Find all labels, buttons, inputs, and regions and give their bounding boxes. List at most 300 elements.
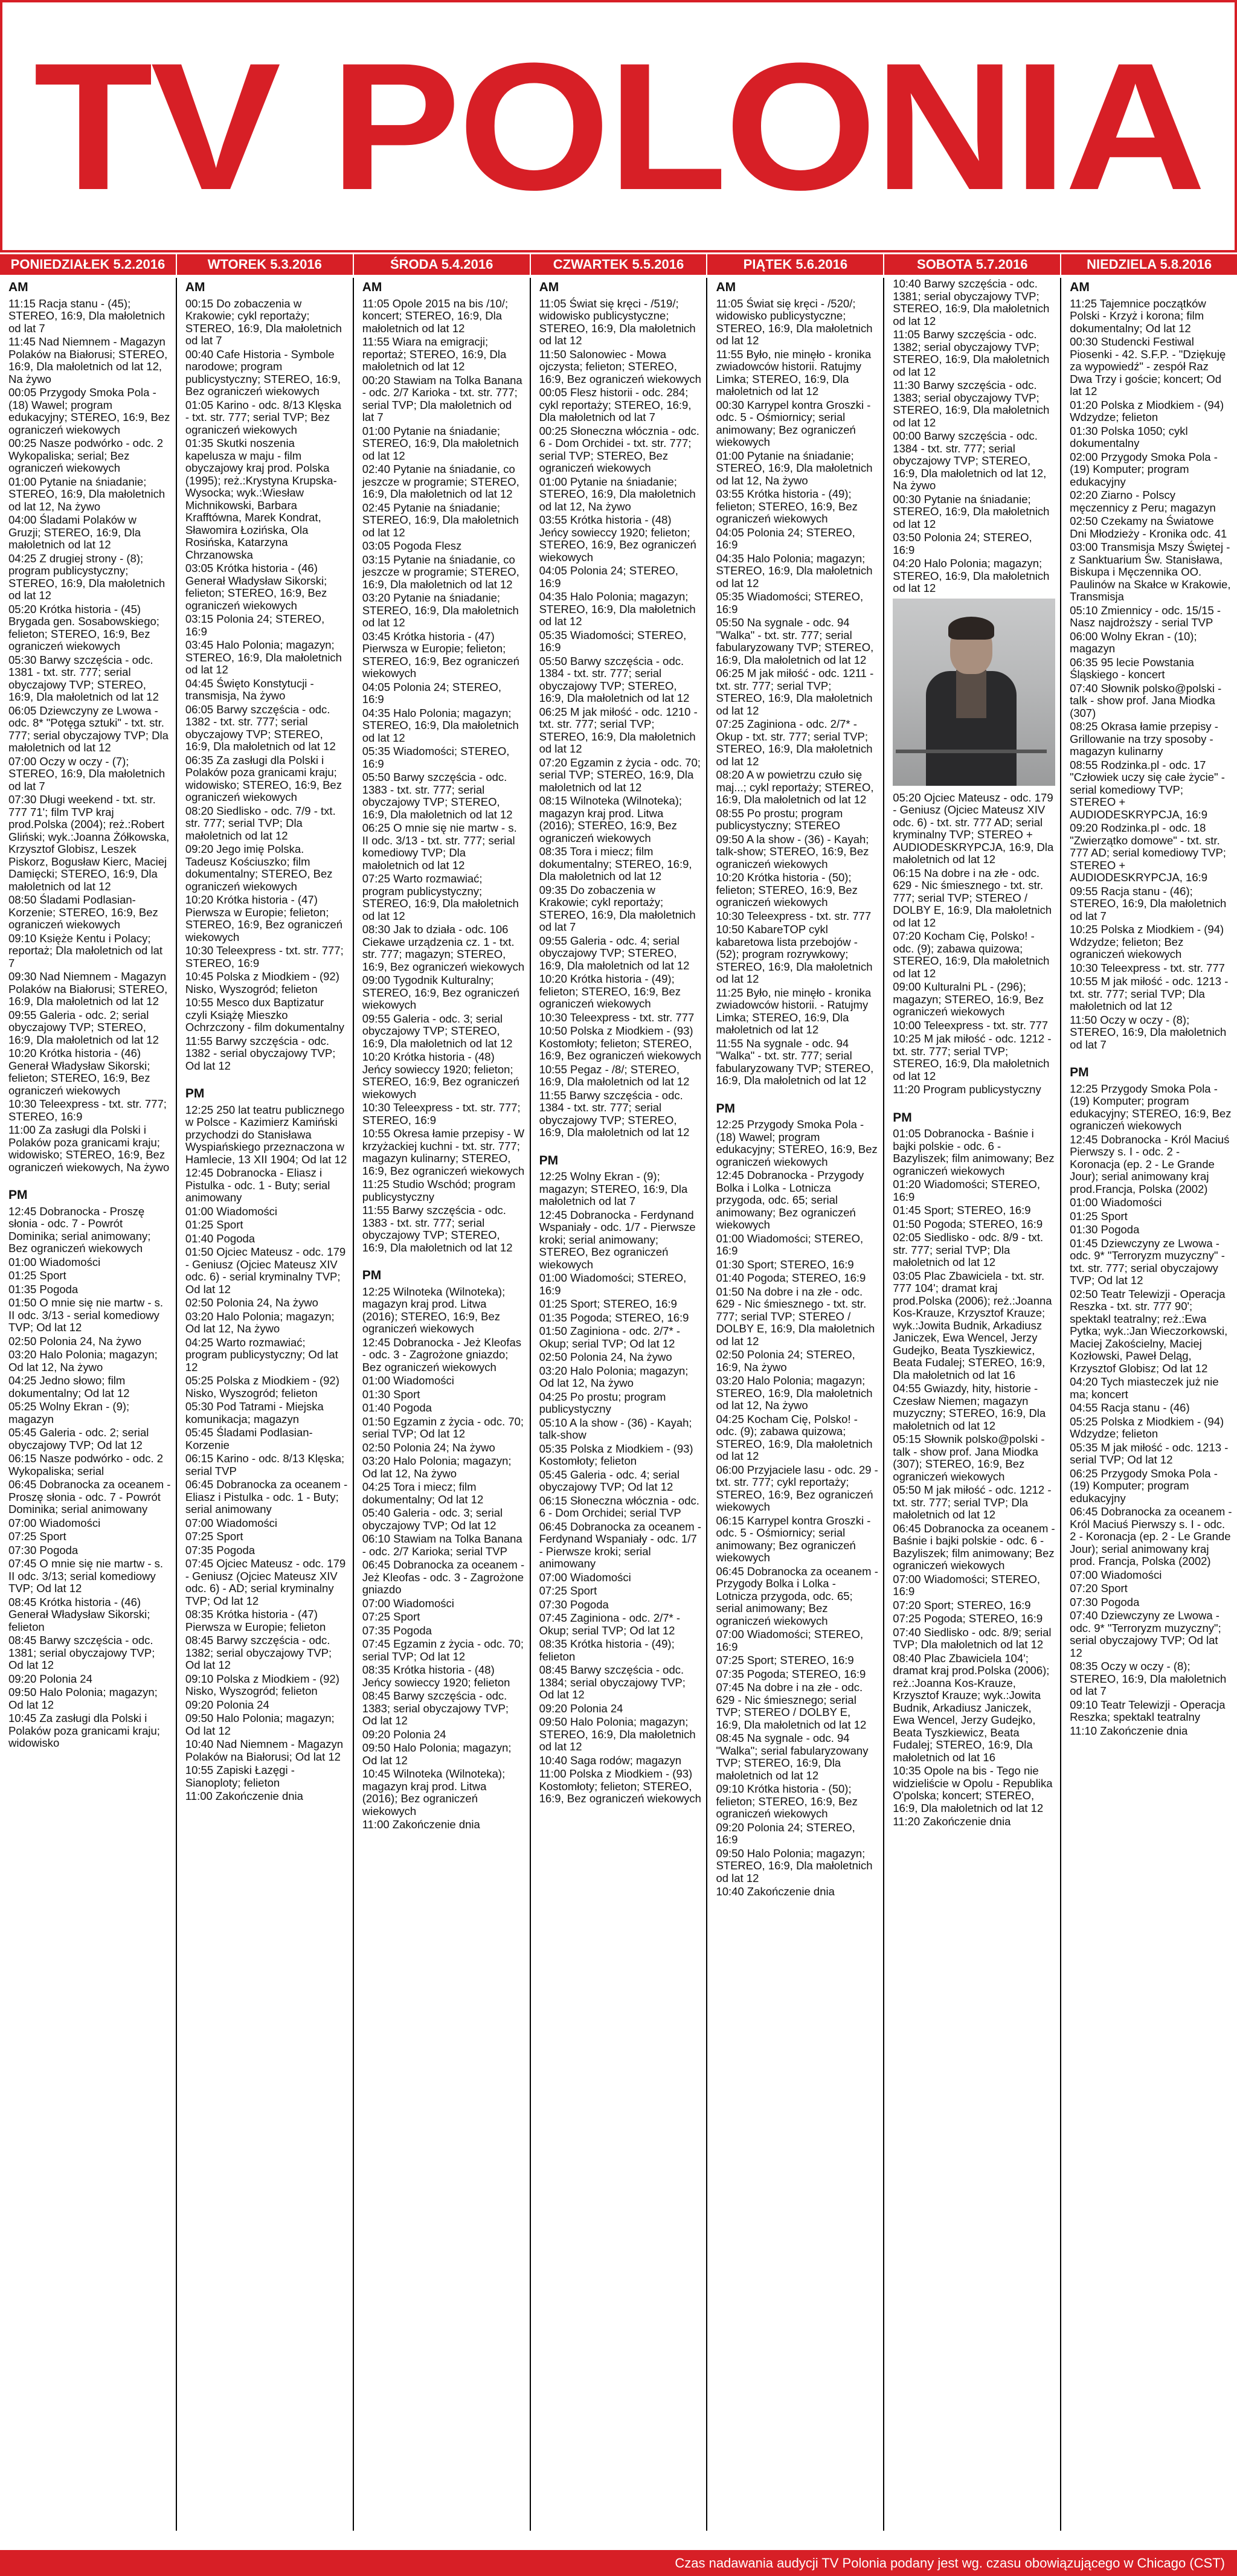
program-entry: 06:45 Dobranocka za oceanem - Eliasz i Pistulka - odc. 1 - Buty; serial animowany bbox=[185, 1478, 348, 1515]
program-entry: 05:45 Galeria - odc. 4; serial obyczajowy TVP; Od lat 12 bbox=[539, 1468, 680, 1493]
program-entry: 05:20 Ojciec Mateusz - odc. 179 - Geniusz (Ojciec Mateusz XIV odc. 6) - txt. str. 777 AD; serial kryminalny TVP; STEREO + AUDIODESKRYPCJA, 16:9, Dla małoletnich od lat 12 bbox=[893, 791, 1054, 866]
program-entry: 06:35 Za zasługi dla Polski i Polaków poza granicami kraju; widowisko; STEREO, 16:9, Bez ograniczeń wiekowych bbox=[185, 753, 342, 803]
program-entry: 09:55 Racja stanu - (46); STEREO, 16:9, Dla małoletnich od lat 7 bbox=[1070, 884, 1227, 922]
program-entry: 01:25 Sport; STEREO, 16:9 bbox=[539, 1297, 677, 1310]
program-entry: 10:40 Saga rodów; magazyn bbox=[539, 1753, 682, 1767]
program-entry: 02:50 Polonia 24, Na żywo bbox=[185, 1296, 318, 1309]
program-entry: 06:45 Dobranocka za oceanem - Proszę słonia - odc. 7 - Powrót Dominika; serial animowany bbox=[8, 1478, 171, 1515]
program-entry: 10:40 Nad Niemnem - Magazyn Polaków na Białorusi; Od lat 12 bbox=[185, 1738, 344, 1763]
program-entry: 09:30 Nad Niemnem - Magazyn Polaków na Białorusi; STEREO, 16:9, Dla małoletnich od lat 12 bbox=[8, 970, 168, 1007]
program-entry: 08:40 Plac Zbawiciela 104'; dramat kraj prod.Polska (2006); reż.:Joanna Kos-Krauze, Krzysztof Krauze; wyk.:Jowita Budnik, Arkadiusz Janiczek, Ewa Wencel, Jerzy Gudejko, Beata Tyszkiewicz, Beata Fudalej; STEREO, 16:9, Dla małoletnich od lat 16 bbox=[893, 1651, 1050, 1764]
program-entry: 07:00 Wiadomości bbox=[8, 1516, 101, 1529]
program-entry: 06:35 95 lecie Powstania Śląskiego - koncert bbox=[1070, 655, 1194, 681]
program-entry: 04:35 Halo Polonia; magazyn; STEREO, 16:9, Dla małoletnich od lat 12 bbox=[362, 706, 519, 744]
title-banner bbox=[0, 0, 1237, 252]
program-entry: 07:45 Ojciec Mateusz - odc. 179 - Geniusz (Ojciec Mateusz XIV odc. 6) - AD; serial kryminalny TVP; Od lat 12 bbox=[185, 1557, 346, 1607]
program-entry: 10:20 Krótka historia - (47) Pierwsza w Europie; felieton; STEREO, 16:9, Bez ograniczeń wiekowych bbox=[185, 893, 343, 943]
program-entry: 11:55 Wiara na emigracji; reportaż; STEREO, 16:9, Dla małoletnich od lat 12 bbox=[362, 335, 507, 373]
program-entry: 02:50 Polonia 24, Na żywo bbox=[8, 1334, 142, 1347]
program-entry: 01:35 Pogoda; STEREO, 16:9 bbox=[539, 1311, 689, 1324]
program-entry: 02:45 Pytanie na śniadanie; STEREO, 16:9, Dla małoletnich od lat 12 bbox=[362, 501, 519, 539]
program-entry: 03:20 Halo Polonia; magazyn; Od lat 12, Na żywo bbox=[539, 1364, 689, 1389]
day-header-2: ŚRODA 5.4.2016 bbox=[354, 254, 531, 275]
schedule-column-6 bbox=[1061, 278, 1237, 2531]
program-entry: 01:05 Dobranocka - Baśnie i bajki polskie - odc. 6 - Bazyliszek; film animowany; Bez ograniczeń wiekowych bbox=[893, 1127, 1055, 1177]
program-entry: 05:10 Zmiennicy - odc. 15/15 - Nasz najdroższy - serial TVP bbox=[1070, 603, 1221, 629]
program-entry: 04:25 Warto rozmawiać; program publicystyczny; Od lat 12 bbox=[185, 1335, 338, 1373]
program-entry: 01:35 Skutki noszenia kapelusza w maju - film obyczajowy kraj prod. Polska (1995); reż.:Krystyna Krupska-Wysocka; wyk.:Wiesław Michnikowski, Barbara Krafftówna, Marek Kondrat, Sławomira Łozińska, Ola Rosińska, Katarzyna Chrzanowska bbox=[185, 437, 337, 561]
program-entry: 11:55 Było, nie minęło - kronika zwiadowców historii. Ratujmy Limka; STEREO, 16:9, Dla małoletnich od lat 12 bbox=[716, 347, 872, 397]
program-entry: 01:50 Zaginiona - odc. 2/7* - Okup; serial TVP; Od lat 12 bbox=[539, 1325, 681, 1350]
program-entry: 03:20 Halo Polonia; magazyn; STEREO, 16:9, Dla małoletnich od lat 12, Na żywo bbox=[716, 1374, 873, 1412]
program-entry: 07:20 Kocham Cię, Polsko! - odc. (9); zabawa quizowa; STEREO, 16:9, Dla małoletnich od lat 12 bbox=[893, 930, 1050, 980]
program-entry: 01:00 Wiadomości bbox=[8, 1255, 101, 1268]
program-entry: 09:00 Tygodnik Kulturalny; STEREO, 16:9, Bez ograniczeń wiekowych bbox=[362, 974, 519, 1011]
program-entry: 10:45 Za zasługi dla Polski i Polaków poza granicami kraju; widowisko bbox=[8, 1712, 160, 1749]
program-entry: 07:25 Warto rozmawiać; program publicystyczny; STEREO, 16:9, Dla małoletnich od lat 12 bbox=[362, 872, 519, 922]
program-entry: 07:00 Wiadomości bbox=[362, 1596, 454, 1610]
program-entry: 12:45 Dobranocka - Jeż Kleofas - odc. 3 - Zagrożone gniazdo; Bez ograniczeń wiekowych bbox=[362, 1335, 521, 1373]
program-entry: 06:25 Przygody Smoka Pola - (19) Komputer; program edukacyjny bbox=[1070, 1466, 1218, 1505]
program-entry: 09:55 Galeria - odc. 2; serial obyczajowy TVP; STEREO, 16:9, Dla małoletnich od lat 12 bbox=[8, 1008, 159, 1046]
program-entry: 03:20 Halo Polonia; magazyn; Od lat 12, Na żywo bbox=[185, 1309, 335, 1335]
program-entry: 10:45 Wilnoteka (Wilnoteka); magazyn kraj prod. Litwa (2016); Bez ograniczeń wiekowych bbox=[362, 1767, 506, 1817]
program-entry: 07:25 Sport bbox=[539, 1584, 597, 1597]
program-entry: 08:35 Krótka historia - (49); felieton bbox=[539, 1637, 675, 1663]
program-entry: 07:35 Pogoda; STEREO, 16:9 bbox=[716, 1667, 866, 1680]
program-entry: 09:20 Jego imię Polska. Tadeusz Kościuszko; film dokumentalny; STEREO, Bez ograniczeń wiekowych bbox=[185, 843, 333, 893]
program-entry: 11:25 Było, nie minęło - kronika zwiadowców historii. - Ratujmy Limka; STEREO, 16:9, Dla małoletnich od lat 12 bbox=[716, 986, 872, 1036]
pm-section-heading: PM bbox=[893, 1110, 912, 1125]
program-entry: 03:00 Transmisja Mszy Świętej - z Sanktuarium Św. Stanisława, Biskupa i Męczennika OO. Paulinów na Skałce w Krakowie, Transmisja bbox=[1070, 541, 1231, 603]
program-entry: 01:00 Pytanie na śniadanie; STEREO, 16:9, Dla małoletnich od lat 12, Na żywo bbox=[716, 449, 873, 487]
schedule-column-5 bbox=[884, 278, 1061, 2531]
program-entry: 10:20 Krótka historia - (49); felieton; STEREO, 16:9, Bez ograniczeń wiekowych bbox=[539, 972, 681, 1010]
program-entry: 06:45 Dobranocka za oceanem - Król Maciuś Pierwszy s. I - odc. 2 - Koronacja (ep. 2 - Le Grande Jour); serial animowany kraj prod. Francja, Polska (2002) bbox=[1070, 1505, 1232, 1567]
program-entry: 02:20 Ziarno - Polscy męczennicy z Peru; magazyn bbox=[1070, 489, 1216, 514]
program-entry: 07:20 Egzamin z życia - odc. 70; serial TVP; STEREO, 16:9, Dla małoletnich od lat 12 bbox=[539, 756, 701, 794]
pm-section-heading: PM bbox=[716, 1101, 735, 1116]
program-entry: 07:00 Wiadomości bbox=[185, 1516, 278, 1529]
program-entry: 10:45 Polska z Miodkiem - (92) Nisko, Wyszogród; felieton bbox=[185, 970, 339, 995]
program-entry: 01:40 Pogoda bbox=[362, 1401, 432, 1414]
program-entry: 06:15 Słoneczna włócznia - odc. 6 - Dom Orchidei; serial TVP bbox=[539, 1494, 699, 1519]
program-entry: 08:45 Barwy szczęścia - odc. 1382; serial obyczajowy TVP; Od lat 12 bbox=[185, 1634, 332, 1671]
program-entry: 03:20 Halo Polonia; magazyn; Od lat 12, Na żywo bbox=[8, 1348, 158, 1373]
schedule-column-3 bbox=[531, 278, 708, 2531]
program-entry: 11:00 Zakończenie dnia bbox=[362, 1818, 480, 1831]
program-entry: 08:45 Barwy szczęścia - odc. 1384; serial obyczajowy TVP; Od lat 12 bbox=[539, 1663, 686, 1701]
program-entry: 05:40 Galeria - odc. 3; serial obyczajowy TVP; Od lat 12 bbox=[362, 1506, 503, 1532]
program-entry: 01:40 Pogoda; STEREO, 16:9 bbox=[716, 1271, 866, 1284]
program-entry: 11:45 Nad Niemnem - Magazyn Polaków na Białorusi; STEREO, 16:9, Dla małoletnich od lat 12, Na żywo bbox=[8, 335, 168, 385]
day-header-row bbox=[0, 252, 1237, 275]
program-entry: 02:50 Czekamy na Światowe Dni Młodzieży - Kronika odc. 41 bbox=[1070, 515, 1227, 540]
program-entry: 06:15 Karrypel kontra Groszki - odc. 5 - Ośmiornicy; serial animowany; Bez ograniczeń wiekowych bbox=[716, 1514, 871, 1564]
schedule-grid bbox=[0, 278, 1237, 2531]
program-entry: 08:35 Tora i miecz; film dokumentalny; STEREO, 16:9, Dla małoletnich od lat 12 bbox=[539, 845, 692, 882]
am-section-heading: AM bbox=[539, 280, 559, 294]
program-entry: 10:55 Pegaz - /8/; STEREO, 16:9, Dla małoletnich od lat 12 bbox=[539, 1062, 690, 1088]
program-entry: 09:50 A la show - (36) - Kayah; talk-show; STEREO, 16:9, Bez ograniczeń wiekowych bbox=[716, 832, 869, 870]
program-entry: 04:45 Święto Konstytucji - transmisja, Na żywo bbox=[185, 676, 314, 702]
program-entry: 09:10 Krótka historia - (50); felieton; STEREO, 16:9, Bez ograniczeń wiekowych bbox=[716, 1782, 858, 1820]
program-entry: 04:25 Po prostu; program publicystyczny bbox=[539, 1390, 666, 1415]
program-entry: 00:20 Stawiam na Tolka Banana - odc. 2/7 Karioka - txt. str. 777; serial TVP; Dla małoletnich od lat 7 bbox=[362, 373, 522, 423]
program-entry: 07:25 Sport bbox=[185, 1530, 243, 1543]
program-entry: 05:25 Polska z Miodkiem - (94) Wdzydze; felieton bbox=[1070, 1415, 1224, 1440]
program-entry: 03:50 Polonia 24; STEREO, 16:9 bbox=[893, 531, 1032, 556]
program-entry: 07:40 Siedlisko - odc. 8/9; serial TVP; Dla małoletnich od lat 12 bbox=[893, 1625, 1052, 1651]
program-entry: 07:45 Na dobre i na złe - odc. 629 - Nic śmiesznego; serial TVP; STEREO / DOLBY E, 16:9, Dla małoletnich od lat 12 bbox=[716, 1681, 867, 1731]
program-entry: 05:45 Śladami Podlasian-Korzenie bbox=[185, 1426, 313, 1451]
program-entry: 07:25 Sport bbox=[8, 1530, 66, 1543]
pm-section-heading: PM bbox=[362, 1268, 382, 1282]
program-entry: 09:20 Polonia 24; STEREO, 16:9 bbox=[716, 1820, 855, 1846]
program-entry: 04:20 Halo Polonia; magazyn; STEREO, 16:9, Dla małoletnich od lat 12 bbox=[893, 557, 1050, 594]
program-entry: 07:25 Sport bbox=[362, 1610, 420, 1623]
program-entry: 11:55 Barwy szczęścia - odc. 1384 - txt. str. 777; serial obyczajowy TVP; STEREO, 16:9, Dla małoletnich od lat 12 bbox=[539, 1088, 690, 1139]
program-entry: 08:45 Barwy szczęścia - odc. 1381; serial obyczajowy TVP; Od lat 12 bbox=[8, 1634, 155, 1671]
program-entry: 03:05 Pogoda Flesz bbox=[362, 539, 462, 552]
footer-bar bbox=[0, 2550, 1237, 2576]
program-entry: 01:30 Pogoda bbox=[1070, 1223, 1140, 1236]
program-entry: 11:25 Tajemnice początków Polski - Krzyż i korona; film dokumentalny; Od lat 12 bbox=[1070, 297, 1206, 335]
program-entry: 02:50 Polonia 24, Na żywo bbox=[539, 1351, 672, 1363]
pm-section-heading: PM bbox=[185, 1087, 205, 1100]
program-entry: 01:25 Sport bbox=[8, 1269, 66, 1282]
program-entry: 01:20 Wiadomości; STEREO, 16:9 bbox=[893, 1178, 1040, 1203]
program-entry: 01:00 Wiadomości bbox=[362, 1374, 454, 1387]
program-entry: 01:30 Polska 1050; cykl dokumentalny bbox=[1070, 424, 1188, 449]
program-entry: 03:05 Plac Zbawiciela - txt. str. 777 104'; dramat kraj prod.Polska (2006); reż.:Joanna Kos-Krauze, Krzysztof Krauze; wyk.:Jowita Budnik, Arkadiusz Janiczek, Ewa Wencel, Jerzy Gudejko, Beata Tyszkiewicz, Beata Fudalej; STEREO, 16:9, Dla małoletnich od lat 16 bbox=[893, 1269, 1052, 1381]
program-entry: 04:00 Śladami Polaków w Gruzji; STEREO, 16:9, Dla małoletnich od lat 12 bbox=[8, 513, 141, 551]
program-entry: 07:25 Sport; STEREO, 16:9 bbox=[716, 1654, 854, 1666]
program-entry: 08:50 Śladami Podlasian-Korzenie; STEREO, 16:9, Bez ograniczeń wiekowych bbox=[8, 893, 158, 931]
program-entry: 07:30 Pogoda bbox=[539, 1598, 609, 1611]
program-entry: 10:50 KabareTOP cykl kabaretowa lista przebojów - (52); program rozrywkowy; STEREO, 16:9, Dla małoletnich od lat 12 bbox=[716, 923, 873, 985]
program-entry: 10:30 Teleexpress - txt. str. 777; STEREO, 16:9 bbox=[362, 1101, 521, 1126]
program-entry: 05:50 M jak miłość - odc. 1212 - txt. str. 777; serial TVP; Dla małoletnich od lat 12 bbox=[893, 1483, 1052, 1521]
program-entry: 02:40 Pytanie na śniadanie, co jeszcze w programie; STEREO, 16:9, Dla małoletnich od lat 12 bbox=[362, 463, 519, 500]
program-entry: 01:40 Pogoda bbox=[185, 1232, 255, 1245]
program-entry: 00:25 Nasze podwórko - odc. 2 Wykopaliska; serial; Bez ograniczeń wiekowych bbox=[8, 437, 164, 474]
program-entry: 09:20 Polonia 24 bbox=[185, 1698, 269, 1711]
program-entry: 11:00 Polska z Miodkiem - (93) Kostomłoty; felieton; STEREO, 16:9, Bez ograniczeń wiekowych bbox=[539, 1767, 701, 1805]
program-entry: 01:00 Pytanie na śniadanie; STEREO, 16:9, Dla małoletnich od lat 12, Na żywo bbox=[8, 475, 165, 513]
program-entry: 07:45 Egzamin z życia - odc. 70; serial TVP; Od lat 12 bbox=[362, 1637, 524, 1663]
program-entry: 01:00 Wiadomości; STEREO, 16:9 bbox=[539, 1271, 687, 1297]
program-entry: 04:35 Halo Polonia; magazyn; STEREO, 16:9, Dla małoletnich od lat 12 bbox=[539, 590, 696, 628]
program-entry: 12:25 250 lat teatru publicznego w Polsce - Kazimierz Kamiński przychodzi do Stanisława Wyspiańskiego przeznaczona w Hamlecie, 13 XII 1904; Od lat 12 bbox=[185, 1103, 347, 1166]
program-entry: 10:35 Opole na bis - Tego nie widzieliście w Opolu - Republika O'polska; koncert; STEREO, 16:9, Dla małoletnich od lat 12 bbox=[893, 1764, 1053, 1814]
program-entry: 00:30 Pytanie na śniadanie; STEREO, 16:9, Dla małoletnich od lat 12 bbox=[893, 492, 1050, 530]
program-entry: 10:50 Polska z Miodkiem - (93) Kostomłoty; felieton; STEREO, 16:9, Bez ograniczeń wiekowych bbox=[539, 1024, 701, 1062]
program-entry: 06:15 Karino - odc. 8/13 Klęska; serial TVP bbox=[185, 1452, 345, 1477]
program-entry: 12:45 Dobranocka - Ferdynand Wspaniały - odc. 1/7 - Pierwsze kroki; serial animowany; STEREO, Bez ograniczeń wiekowych bbox=[539, 1208, 696, 1271]
program-entry: 02:05 Siedlisko - odc. 8/9 - txt. str. 777; serial TVP; Dla małoletnich od lat 12 bbox=[893, 1231, 1044, 1268]
program-entry: 07:00 Wiadomości bbox=[539, 1570, 631, 1584]
program-entry: 06:25 M jak miłość - odc. 1211 - txt. str. 777; serial TVP; STEREO, 16:9, Dla małoletnich od lat 12 bbox=[716, 667, 874, 717]
program-entry: 07:25 Pogoda; STEREO, 16:9 bbox=[893, 1612, 1043, 1625]
program-entry: 01:50 Ojciec Mateusz - odc. 179 - Geniusz (Ojciec Mateusz XIV odc. 6) - serial kryminalny TVP; Od lat 12 bbox=[185, 1245, 346, 1296]
program-entry: 08:35 Krótka historia - (47) Pierwsza w Europie; felieton bbox=[185, 1608, 326, 1633]
day-header-1: WTOREK 5.3.2016 bbox=[177, 254, 354, 275]
program-entry: 06:25 O mnie się nie martw - s. II odc. 3/13 - txt. str. 777; serial komediowy TVP; Dla małoletnich od lat 12 bbox=[362, 821, 517, 872]
program-entry: 11:55 Barwy szczęścia - odc. 1382 - serial obyczajowy TVP; Od lat 12 bbox=[185, 1034, 336, 1072]
program-entry: 10:30 Teleexpress - txt. str. 777 bbox=[1070, 961, 1225, 974]
program-entry: 10:55 M jak miłość - odc. 1213 - txt. str. 777; serial TVP; Dla małoletnich od lat 12 bbox=[1070, 975, 1229, 1012]
program-entry: 11:00 Za zasługi dla Polski i Polaków poza granicami kraju; widowisko; STEREO, 16:9, Bez ograniczeń wiekowych, Na żywo bbox=[8, 1123, 170, 1174]
program-entry: 05:50 Barwy szczęścia - odc. 1383 - txt. str. 777; serial obyczajowy TVP; STEREO, 16:9, Dla małoletnich od lat 12 bbox=[362, 771, 513, 821]
program-entry: 01:25 Sport bbox=[185, 1218, 243, 1231]
program-entry: 11:50 Salonowiec - Mowa ojczysta; felieton; STEREO, 16:9, Bez ograniczeń wiekowych bbox=[539, 347, 701, 385]
program-entry: 02:50 Teatr Telewizji - Operacja Reszka - txt. str. 777 90'; spektakl teatralny; reż.:Ewa Pytka; wyk.:Jan Wieczorkowski, Maciej Zakościelny, Maciej Kozłowski, Paweł Deląg, Krzysztof Globisz; Od lat 12 bbox=[1070, 1287, 1228, 1375]
program-entry: 03:20 Pytanie na śniadanie; STEREO, 16:9, Dla małoletnich od lat 12 bbox=[362, 591, 519, 629]
program-entry: 08:55 Rodzinka.pl - odc. 17 "Człowiek uczy się całe życie" - serial komediowy TVP; STEREO + AUDIODESKRYPCJA, 16:9 bbox=[1070, 758, 1225, 821]
program-entry: 10:55 Okresa łamie przepisy - W krzyżackiej kuchni - txt. str. 777; magazyn kulinarny; STEREO, 16:9, Bez ograniczeń wiekowych bbox=[362, 1127, 525, 1177]
program-entry: 05:35 M jak miłość - odc. 1213 - serial TVP; Od lat 12 bbox=[1070, 1441, 1229, 1466]
program-entry: 03:45 Krótka historia - (47) Pierwsza w Europie; felieton; STEREO, 16:9, Bez ograniczeń wiekowych bbox=[362, 629, 519, 679]
program-entry: 05:50 Na sygnale - odc. 94 "Walka" - txt. str. 777; serial fabularyzowany TVP; STEREO, 16:9, Dla małoletnich od lat 12 bbox=[716, 616, 874, 666]
program-entry: 04:25 Tora i miecz; film dokumentalny; Od lat 12 bbox=[362, 1480, 484, 1506]
program-entry: 07:45 O mnie się nie martw - s. II odc. 3/13; serial komediowy TVP; Od lat 12 bbox=[8, 1557, 164, 1595]
program-entry: 12:45 Dobranocka - Eliasz i Pistulka - odc. 1 - Buty; serial animowany bbox=[185, 1166, 330, 1204]
program-entry: 10:25 Polska z Miodkiem - (94) Wdzydze; felieton; Bez ograniczeń wiekowych bbox=[1070, 923, 1224, 960]
program-entry: 05:20 Krótka historia - (45) Brygada gen. Sosabowskiego; felieton; STEREO, 16:9, Bez ograniczeń wiekowych bbox=[8, 602, 159, 652]
program-entry: 00:05 Flesz historii - odc. 284; cykl reportaży; STEREO, 16:9, Dla małoletnich od lat 7 bbox=[539, 386, 692, 423]
program-entry: 04:05 Polonia 24; STEREO, 16:9 bbox=[362, 680, 502, 705]
program-entry: 06:45 Dobranocka za oceanem - Ferdynand Wspaniały - odc. 1/7 - Pierwsze kroki; serial animowany bbox=[539, 1520, 701, 1570]
program-entry: 05:35 Polska z Miodkiem - (93) Kostomłoty; felieton bbox=[539, 1442, 693, 1467]
program-entry: 10:40 Zakończenie dnia bbox=[716, 1885, 835, 1898]
program-entry: 08:35 Oczy w oczy - (8); STEREO, 16:9, Dla małoletnich od lat 7 bbox=[1070, 1660, 1227, 1697]
program-entry: 06:10 Stawiam na Tolka Banana - odc. 2/7 Karioka; serial TVP bbox=[362, 1532, 522, 1558]
program-entry: 12:25 Wilnoteka (Wilnoteka); magazyn kraj prod. Litwa (2016); STEREO, 16:9, Bez ograniczeń wiekowych bbox=[362, 1285, 506, 1335]
program-entry: 03:20 Halo Polonia; magazyn; Od lat 12, Na żywo bbox=[362, 1454, 512, 1480]
program-entry: 12:25 Przygody Smoka Pola - (18) Wawel; program edukacyjny; STEREO, 16:9, Bez ograniczeń wiekowych bbox=[716, 1118, 878, 1168]
program-entry: 05:50 Barwy szczęścia - odc. 1384 - txt. str. 777; serial obyczajowy TVP; STEREO, 16:9, Dla małoletnich od lat 12 bbox=[539, 654, 690, 704]
program-entry: 07:40 Słownik polsko@polski - talk - show prof. Jana Miodka (307) bbox=[1070, 681, 1222, 719]
program-entry: 08:15 Wilnoteka (Wilnoteka); magazyn kraj prod. Litwa (2016); STEREO, 16:9, Bez ograniczeń wiekowych bbox=[539, 794, 683, 844]
program-entry: 09:20 Polonia 24 bbox=[362, 1727, 446, 1741]
program-entry: 07:00 Wiadomości; STEREO, 16:9 bbox=[716, 1628, 864, 1653]
program-entry: 09:00 Kulturalni PL - (296); magazyn; STEREO, 16:9, Bez ograniczeń wiekowych bbox=[893, 980, 1044, 1018]
program-entry: 05:35 Wiadomości; STEREO, 16:9 bbox=[716, 590, 864, 615]
program-entry: 06:05 Barwy szczęścia - odc. 1382 - txt. str. 777; serial obyczajowy TVP; STEREO, 16:9, Dla małoletnich od lat 12 bbox=[185, 702, 336, 753]
program-entry: 10:00 Teleexpress - txt. str. 777 bbox=[893, 1018, 1049, 1032]
program-entry: 04:25 Z drugiej strony - (8); program publicystyczny; STEREO, 16:9, Dla małoletnich od lat 12 bbox=[8, 551, 165, 602]
program-entry: 07:30 Pogoda bbox=[8, 1543, 79, 1556]
program-entry: 03:15 Pytanie na śniadanie, co jeszcze w programie; STEREO, 16:9, Dla małoletnich od lat 12 bbox=[362, 553, 519, 591]
day-header-3: CZWARTEK 5.5.2016 bbox=[531, 254, 708, 275]
program-entry: 01:00 Wiadomości; STEREO, 16:9 bbox=[716, 1232, 864, 1257]
program-entry: 12:45 Dobranocka - Król Maciuś Pierwszy s. I - odc. 2 - Koronacja (ep. 2 - Le Grande Jour); serial animowany kraj prod.Francja, Polska (2002) bbox=[1070, 1132, 1230, 1195]
program-entry: 01:35 Pogoda bbox=[8, 1282, 79, 1296]
program-entry: 00:05 Przygody Smoka Pola - (18) Wawel; program edukacyjny; STEREO, 16:9, Bez ograniczeń wiekowych bbox=[8, 386, 170, 436]
program-entry: 01:45 Dziewczyny ze Lwowa - odc. 9* "Terroryzm muzyczny" - txt. str. 777; serial obyczajowy TVP; Od lat 12 bbox=[1070, 1236, 1225, 1286]
program-entry: 03:05 Krótka historia - (46) Generał Władysław Sikorski; felieton; STEREO, 16:9, Bez ograniczeń wiekowych bbox=[185, 562, 327, 612]
program-entry: 12:45 Dobranocka - Proszę słonia - odc. 7 - Powrót Dominika; serial animowany; Bez ograniczeń wiekowych bbox=[8, 1204, 151, 1254]
program-entry: 10:30 Teleexpress - txt. str. 777 bbox=[539, 1010, 695, 1024]
program-entry: 08:20 Siedlisko - odc. 7/9 - txt. str. 777; serial TVP; Dla małoletnich od lat 12 bbox=[185, 804, 336, 842]
program-entry: 08:20 A w powietrzu czuło się maj...; cykl reportaży; STEREO, 16:9, Dla małoletnich od lat 12 bbox=[716, 768, 874, 806]
program-entry: 11:20 Program publicystyczny bbox=[893, 1083, 1041, 1096]
page-title: TV POLONIA bbox=[33, 25, 1204, 228]
program-entry: 01:50 Na dobre i na złe - odc. 629 - Nic śmiesznego - txt. str. 777; serial TVP; STEREO / DOLBY E, 16:9, Dla małoletnich od lat 12 bbox=[716, 1285, 875, 1347]
program-entry: 11:55 Barwy szczęścia - odc. 1383 - txt. str. 777; serial obyczajowy TVP; STEREO, 16:9, Dla małoletnich od lat 12 bbox=[362, 1204, 513, 1254]
program-entry: 08:25 Okrasa łamie przepisy - Grillowanie na trzy sposoby - magazyn kulinarny bbox=[1070, 720, 1218, 757]
program-entry: 08:30 Jak to działa - odc. 106 Ciekawe urządzenia cz. 1 - txt. str. 777; magazyn; STEREO, 16:9, Bez ograniczeń wiekowych bbox=[362, 923, 525, 973]
program-entry: 07:30 Długi weekend - txt. str. 777 71'; film TVP kraj prod.Polska (2004); reż.:Robert Gliński; wyk.:Joanna Żółkowska, Krzysztof Globisz, Leszek Piskorz, Bogusław Kierc, Maciej Damięcki; STEREO, 16:9, Dla małoletnich od lat 12 bbox=[8, 793, 170, 893]
program-entry: 10:25 M jak miłość - odc. 1212 - txt. str. 777; serial TVP; STEREO, 16:9, Dla małoletnich od lat 12 bbox=[893, 1032, 1052, 1082]
program-entry: 05:25 Wolny Ekran - (9); magazyn bbox=[8, 1400, 130, 1425]
program-entry: 06:45 Dobranocka za oceanem - Jeż Kleofas - odc. 3 - Zagrożone gniazdo bbox=[362, 1558, 525, 1596]
program-entry: 04:25 Jedno słowo; film dokumentalny; Od lat 12 bbox=[8, 1374, 130, 1399]
program-entry: 10:40 Barwy szczęścia - odc. 1381; serial obyczajowy TVP; STEREO, 16:9, Dla małoletnich od lat 12 bbox=[893, 278, 1050, 327]
program-entry: 04:20 Tych miasteczek już nie ma; koncert bbox=[1070, 1375, 1219, 1401]
program-entry: 06:45 Dobranocka za oceanem - Baśnie i bajki polskie - odc. 6 - Bazyliszek; film animowany; Bez ograniczeń wiekowych bbox=[893, 1521, 1055, 1572]
program-entry: 11:15 Racja stanu - (45); STEREO, 16:9, Dla małoletnich od lat 7 bbox=[8, 297, 165, 335]
program-entry: 06:05 Dziewczyny ze Lwowa - odc. 8* "Potęga sztuki" - txt. str. 777; serial obyczajowy TVP; Dla małoletnich od lat 12 bbox=[8, 704, 169, 754]
program-entry: 09:10 Księże Kentu i Polacy; reportaż; Dla małoletnich od lat 7 bbox=[8, 931, 163, 969]
program-entry: 11:10 Zakończenie dnia bbox=[1070, 1724, 1188, 1737]
program-entry: 09:55 Galeria - odc. 4; serial obyczajowy TVP; STEREO, 16:9, Dla małoletnich od lat 12 bbox=[539, 934, 690, 972]
program-entry: 01:00 Wiadomości bbox=[1070, 1196, 1162, 1209]
program-entry: 10:20 Krótka historia - (48) Jeńcy sowieccy 1920; felieton; STEREO, 16:9, Bez ograniczeń wiekowych bbox=[362, 1050, 519, 1100]
program-entry: 05:15 Słownik polsko@polski - talk - show prof. Jana Miodka (307); STEREO, 16:9, Bez ograniczeń wiekowych bbox=[893, 1433, 1045, 1483]
program-entry: 09:20 Polonia 24 bbox=[8, 1672, 92, 1685]
program-entry: 00:30 Karrypel kontra Groszki - odc. 5 - Ośmiornicy; serial animowany; Bez ograniczeń wiekowych bbox=[716, 398, 871, 448]
program-entry: 01:30 Sport bbox=[362, 1387, 420, 1401]
program-entry: 00:40 Cafe Historia - Symbole narodowe; program publicystyczny; STEREO, 16:9, Bez ograniczeń wiekowych bbox=[185, 347, 341, 397]
pm-section-heading: PM bbox=[8, 1188, 28, 1202]
program-entry: 07:35 Pogoda bbox=[185, 1543, 255, 1556]
program-entry: 10:30 Teleexpress - txt. str. 777; STEREO, 16:9 bbox=[185, 944, 344, 969]
program-entry: 01:25 Sport bbox=[1070, 1209, 1128, 1222]
program-entry: 09:50 Halo Polonia; magazyn; Od lat 12 bbox=[185, 1712, 335, 1737]
schedule-column-0 bbox=[0, 278, 177, 2531]
program-entry: 05:35 Wiadomości; STEREO, 16:9 bbox=[539, 628, 687, 654]
program-entry: 06:00 Przyjaciele lasu - odc. 29 - txt. str. 777; cykl reportaży; STEREO, 16:9, Bez ograniczeń wiekowych bbox=[716, 1463, 878, 1513]
program-entry: 07:25 Zaginiona - odc. 2/7* - Okup - txt. str. 777; serial TVP; STEREO, 16:9, Dla małoletnich od lat 12 bbox=[716, 718, 873, 768]
program-entry: 05:10 A la show - (36) - Kayah; talk-show bbox=[539, 1416, 692, 1441]
program-entry: 09:50 Halo Polonia; magazyn; STEREO, 16:9, Dla małoletnich od lat 12 bbox=[716, 1846, 873, 1884]
program-entry: 01:05 Karino - odc. 8/13 Klęska - txt. str. 777; serial TVP; Bez ograniczeń wiekowych bbox=[185, 398, 341, 436]
day-header-6: NIEDZIELA 5.8.2016 bbox=[1087, 257, 1212, 272]
program-entry: 10:30 Teleexpress - txt. str. 777 bbox=[716, 909, 872, 922]
program-entry: 09:50 Halo Polonia; magazyn; Od lat 12 bbox=[8, 1686, 158, 1711]
program-entry: 04:55 Racja stanu - (46) bbox=[1070, 1401, 1190, 1414]
presenter-photo bbox=[893, 599, 1055, 786]
program-entry: 04:25 Kocham Cię, Polsko! - odc. (9); zabawa quizowa; STEREO, 16:9, Dla małoletnich od lat 12 bbox=[716, 1412, 873, 1462]
program-entry: 07:00 Oczy w oczy - (7); STEREO, 16:9, Dla małoletnich od lat 7 bbox=[8, 754, 165, 792]
program-entry: 09:20 Polonia 24 bbox=[539, 1701, 623, 1715]
program-entry: 07:00 Wiadomości bbox=[1070, 1568, 1162, 1581]
program-entry: 04:55 Gwiazdy, hity, historie - Czesław Niemen; magazyn muzyczny; STEREO, 16:9, Dla małoletnich od lat 12 bbox=[893, 1382, 1046, 1432]
program-entry: 01:20 Polska z Miodkiem - (94) Wdzydze; felieton bbox=[1070, 398, 1224, 423]
program-entry: 11:05 Barwy szczęścia - odc. 1382; serial obyczajowy TVP; STEREO, 16:9, Dla małoletnich od lat 12 bbox=[893, 328, 1050, 378]
am-section-heading: AM bbox=[185, 280, 205, 294]
program-entry: 10:20 Krótka historia - (50); felieton; STEREO, 16:9, Bez ograniczeń wiekowych bbox=[716, 871, 858, 908]
program-entry: 11:30 Barwy szczęścia - odc. 1383; serial obyczajowy TVP; STEREO, 16:9, Dla małoletnich od lat 12 bbox=[893, 379, 1050, 429]
program-entry: 07:00 Wiadomości; STEREO, 16:9 bbox=[893, 1572, 1040, 1598]
program-entry: 11:55 Na sygnale - odc. 94 "Walka" - txt. str. 777; serial fabularyzowany TVP; STEREO, 16:9, Dla małoletnich od lat 12 bbox=[716, 1036, 874, 1087]
program-entry: 12:25 Wolny Ekran - (9); magazyn; STEREO, 16:9, Dla małoletnich od lat 7 bbox=[539, 1170, 688, 1207]
program-entry: 06:15 Nasze podwórko - odc. 2 Wykopaliska; serial bbox=[8, 1452, 164, 1477]
program-entry: 01:00 Pytanie na śniadanie; STEREO, 16:9, Dla małoletnich od lat 12, Na żywo bbox=[539, 475, 696, 513]
program-entry: 08:45 Barwy szczęścia - odc. 1383; serial obyczajowy TVP; Od lat 12 bbox=[362, 1689, 509, 1727]
program-entry: 08:45 Krótka historia - (46) Generał Władysław Sikorski; felieton bbox=[8, 1595, 150, 1633]
program-entry: 01:50 Pogoda; STEREO, 16:9 bbox=[893, 1217, 1043, 1230]
program-entry: 11:20 Zakończenie dnia bbox=[893, 1815, 1011, 1828]
program-entry: 05:25 Polska z Miodkiem - (92) Nisko, Wyszogród; felieton bbox=[185, 1374, 339, 1399]
program-entry: 00:30 Studencki Festiwal Piosenki - 42. S.F.P. - "Dziękuję za wypowiedź" - zespół Raz Dwa Trzy i goście; koncert; Od lat 12 bbox=[1070, 335, 1226, 397]
program-entry: 06:25 M jak miłość - odc. 1210 - txt. str. 777; serial TVP; STEREO, 16:9, Dla małoletnich od lat 12 bbox=[539, 705, 698, 755]
program-entry: 11:25 Studio Wschód; program publicystyczny bbox=[362, 1178, 516, 1203]
program-entry: 09:10 Polska z Miodkiem - (92) Nisko, Wyszogród; felieton bbox=[185, 1672, 339, 1697]
program-entry: 04:35 Halo Polonia; magazyn; STEREO, 16:9, Dla małoletnich od lat 12 bbox=[716, 551, 873, 589]
am-section-heading: AM bbox=[8, 280, 28, 294]
program-entry: 11:00 Zakończenie dnia bbox=[185, 1790, 303, 1802]
am-section-heading: AM bbox=[1070, 280, 1090, 294]
program-entry: 03:55 Krótka historia - (49); felieton; STEREO, 16:9, Bez ograniczeń wiekowych bbox=[716, 487, 858, 525]
program-entry: 10:30 Teleexpress - txt. str. 777; STEREO, 16:9 bbox=[8, 1097, 167, 1123]
program-entry: 11:50 Oczy w oczy - (8); STEREO, 16:9, Dla małoletnich od lat 7 bbox=[1070, 1013, 1227, 1051]
program-entry: 00:00 Barwy szczęścia - odc. 1384 - txt. str. 777; serial obyczajowy TVP; STEREO, 16:9, Dla małoletnich od lat 12, Na żywo bbox=[893, 429, 1047, 492]
program-entry: 02:50 Polonia 24; Na żywo bbox=[362, 1441, 495, 1454]
program-entry: 02:50 Polonia 24; STEREO, 16:9, Na żywo bbox=[716, 1348, 855, 1373]
pm-section-heading: PM bbox=[1070, 1065, 1089, 1079]
program-entry: 03:15 Polonia 24; STEREO, 16:9 bbox=[185, 612, 325, 638]
program-entry: 12:25 Przygody Smoka Pola - (19) Komputer; program edukacyjny; STEREO, 16:9, Bez ograniczeń wiekowych bbox=[1070, 1082, 1232, 1132]
program-entry: 11:05 Świat się kręci - /520/; widowisko publicystyczne; STEREO, 16:9, Dla małoletnich od lat 12 bbox=[716, 297, 873, 347]
program-entry: 03:55 Krótka historia - (48) Jeńcy sowieccy 1920; felieton; STEREO, 16:9, Bez ograniczeń wiekowych bbox=[539, 513, 696, 564]
pm-section-heading: PM bbox=[539, 1153, 559, 1168]
schedule-column-2 bbox=[354, 278, 531, 2531]
program-entry: 11:05 Opole 2015 na bis /10/; koncert; STEREO, 16:9, Dla małoletnich od lat 12 bbox=[362, 297, 509, 335]
program-entry: 09:55 Galeria - odc. 3; serial obyczajowy TVP; STEREO, 16:9, Dla małoletnich od lat 12 bbox=[362, 1012, 513, 1050]
program-entry: 10:55 Zapiski Łazęgi - Sianoploty; felieton bbox=[185, 1764, 295, 1789]
program-entry: 05:45 Galeria - odc. 2; serial obyczajowy TVP; Od lat 12 bbox=[8, 1426, 149, 1451]
program-entry: 09:50 Halo Polonia; magazyn; Od lat 12 bbox=[362, 1741, 512, 1767]
program-entry: 03:45 Halo Polonia; magazyn; STEREO, 16:9, Dla małoletnich od lat 12 bbox=[185, 638, 342, 676]
program-entry: 10:55 Mesco dux Baptizatur czyli Książę Mieszko Ochrzczony - film dokumentalny bbox=[185, 996, 345, 1033]
program-entry: 00:15 Do zobaczenia w Krakowie; cykl reportaży; STEREO, 16:9, Dla małoletnich od lat 7 bbox=[185, 297, 342, 347]
program-entry: 05:35 Wiadomości; STEREO, 16:9 bbox=[362, 745, 510, 770]
program-entry: 05:30 Pod Tatrami - Miejska komunikacja; magazyn bbox=[185, 1400, 324, 1425]
am-section-heading: AM bbox=[716, 280, 736, 294]
program-entry: 02:00 Przygody Smoka Pola - (19) Komputer; program edukacyjny bbox=[1070, 450, 1218, 488]
program-entry: 08:55 Po prostu; program publicystyczny; STEREO bbox=[716, 806, 843, 832]
program-entry: 10:20 Krótka historia - (46) Generał Władysław Sikorski; felieton; STEREO, 16:9, Bez ograniczeń wiekowych bbox=[8, 1047, 150, 1097]
day-header-0: PONIEDZIAŁEK 5.2.2016 bbox=[0, 254, 177, 275]
program-entry: 01:00 Pytanie na śniadanie; STEREO, 16:9, Dla małoletnich od lat 12 bbox=[362, 424, 519, 462]
day-header-4: PIĄTEK 5.6.2016 bbox=[707, 254, 884, 275]
program-entry: 04:05 Polonia 24; STEREO, 16:9 bbox=[716, 525, 855, 551]
program-entry: 09:35 Do zobaczenia w Krakowie; cykl reportaży; STEREO, 16:9, Dla małoletnich od lat 7 bbox=[539, 883, 696, 933]
program-entry: 07:45 Zaginiona - odc. 2/7* - Okup; serial TVP; Od lat 12 bbox=[539, 1611, 681, 1637]
program-entry: 01:30 Sport; STEREO, 16:9 bbox=[716, 1257, 854, 1271]
program-entry: 12:45 Dobranocka - Przygody Bolka i Lolka - Lotnicza przygoda, odc. 65; serial animowany; Bez ograniczeń wiekowych bbox=[716, 1169, 864, 1231]
schedule-column-1 bbox=[177, 278, 354, 2531]
program-entry: 09:20 Rodzinka.pl - odc. 18 "Zwierzątko domowe" - txt. str. 777 AD; serial komediowy TVP; STEREO + AUDIODESKRYPCJA, 16:9 bbox=[1070, 821, 1226, 884]
program-entry: 06:00 Wolny Ekran - (10); magazyn bbox=[1070, 629, 1197, 655]
day-header-5: SOBOTA 5.7.2016 bbox=[884, 254, 1061, 275]
program-entry: 06:15 Na dobre i na złe - odc. 629 - Nic śmiesznego - txt. str. 777; serial TVP; STEREO / DOLBY E, 16:9, Dla małoletnich od lat 12 bbox=[893, 866, 1052, 929]
program-entry: 01:45 Sport; STEREO, 16:9 bbox=[893, 1204, 1031, 1216]
schedule-column-4 bbox=[707, 278, 884, 2531]
